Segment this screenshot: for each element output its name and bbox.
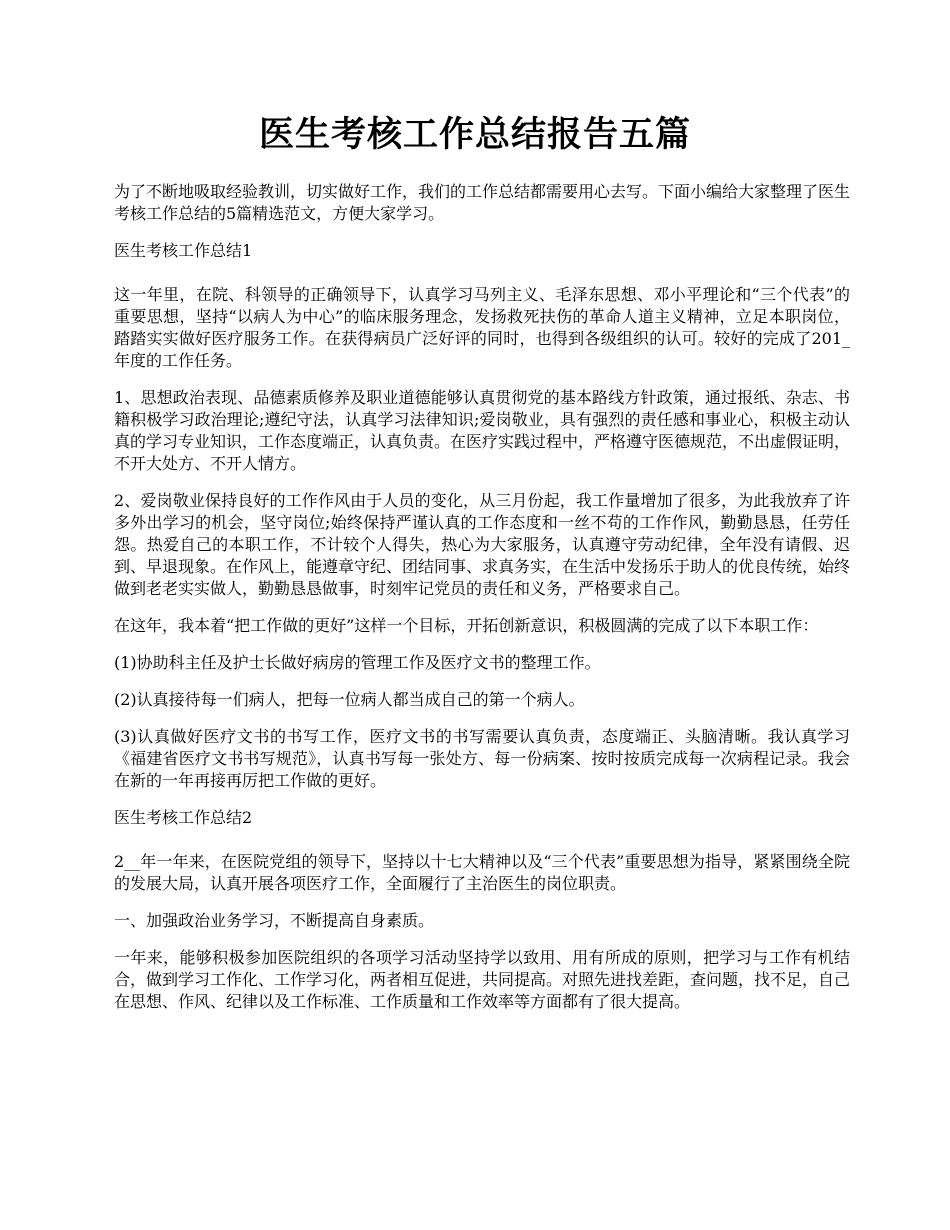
subheading: 一、加强政治业务学习，不断提高自身素质。 xyxy=(114,911,435,930)
body-paragraph: 2、爱岗敬业保持良好的工作作风由于人员的变化，从三月份起，我工作量增加了很多，为此我放弃了许多外出学习的机会，坚守岗位;始终保持严谨认真的工作态度和一丝不苟的工作作风，勤勤恳恳，任劳任怨。热爱自己的本职工作，不计较个人得失，热心为大家服务，认真遵守劳动纪律，全年没有请假、迟到、早退现象。在作风上，能遵章守纪、团结同事、求真务实，在生活中发扬乐于助人的优良传统，始终做到老老实实做人，勤勤恳恳做事，时刻牢记党员的责任和义务，严格要求自己。 xyxy=(114,491,851,598)
section-heading-2: 医生考核工作总结2 xyxy=(114,808,253,827)
list-item: (2)认真接待每一们病人，把每一位病人都当成自己的第一个病人。 xyxy=(114,690,585,709)
document-body xyxy=(114,181,850,1028)
body-paragraph: 1、思想政治表现、品德素质修养及职业道德能够认真贯彻党的基本路线方针政策，通过报纸、杂志、书籍积极学习政治理论;遵纪守法，认真学习法律知识;爱岗敬业，具有强烈的责任感和事业心，积极主动认真的学习专业知识，工作态度端正，认真负责。在医疗实践过程中，严格遵守医德规范，不出虚假证明，不开大处方、不开人情方。 xyxy=(114,388,851,473)
list-item: (1)协助科主任及护士长做好病房的管理工作及医疗文书的整理工作。 xyxy=(114,653,601,672)
list-item: (3)认真做好医疗文书的书写工作，医疗文书的书写需要认真负责，态度端正、头脑清晰。我认真学习《福建省医疗文书书写规范》，认真书写每一张处方、每一份病案、按时按质完成每一次病程记录。我会在新的一年再接再厉把工作做的更好。 xyxy=(114,727,850,790)
body-paragraph: 2__年一年来，在医院党组的领导下，坚持以十七大精神以及“三个代表”重要思想为指导，紧紧围绕全院的发展大局，认真开展各项医疗工作，全面履行了主治医生的岗位职责。 xyxy=(114,852,850,893)
document-title: 医生考核工作总结报告五篇 xyxy=(258,114,691,155)
body-paragraph: 在这年，我本着“把工作做的更好”这样一个目标，开拓创新意识，积极圆满的完成了以下本职工作： xyxy=(114,616,819,635)
body-paragraph: 一年来，能够积极参加医院组织的各项学习活动坚持学以致用、用有所成的原则，把学习与工作有机结合，做到学习工作化、工作学习化，两者相互促进，共同提高。对照先进找差距，查问题，找不足，自己在思想、作风、纪律以及工作标准、工作质量和工作效率等方面都有了很大提高。 xyxy=(114,948,851,1011)
section-heading-1: 医生考核工作总结1 xyxy=(114,241,253,260)
body-paragraph: 这一年里，在院、科领导的正确领导下，认真学习马列主义、毛泽东思想、邓小平理论和“三个代表”的重要思想，坚持“以病人为中心”的临床服务理念，发扬救死扶伤的革命人道主义精神，立足本职岗位，踏踏实实做好医疗服务工作。在获得病员广泛好评的同时，也得到各级组织的认可。较好的完成了201_年度的工作任务。 xyxy=(114,285,850,370)
intro-paragraph: 为了不断地吸取经验教训，切实做好工作，我们的工作总结都需要用心去写。下面小编给大家整理了医生考核工作总结的5篇精选范文，方便大家学习。 xyxy=(114,182,851,223)
